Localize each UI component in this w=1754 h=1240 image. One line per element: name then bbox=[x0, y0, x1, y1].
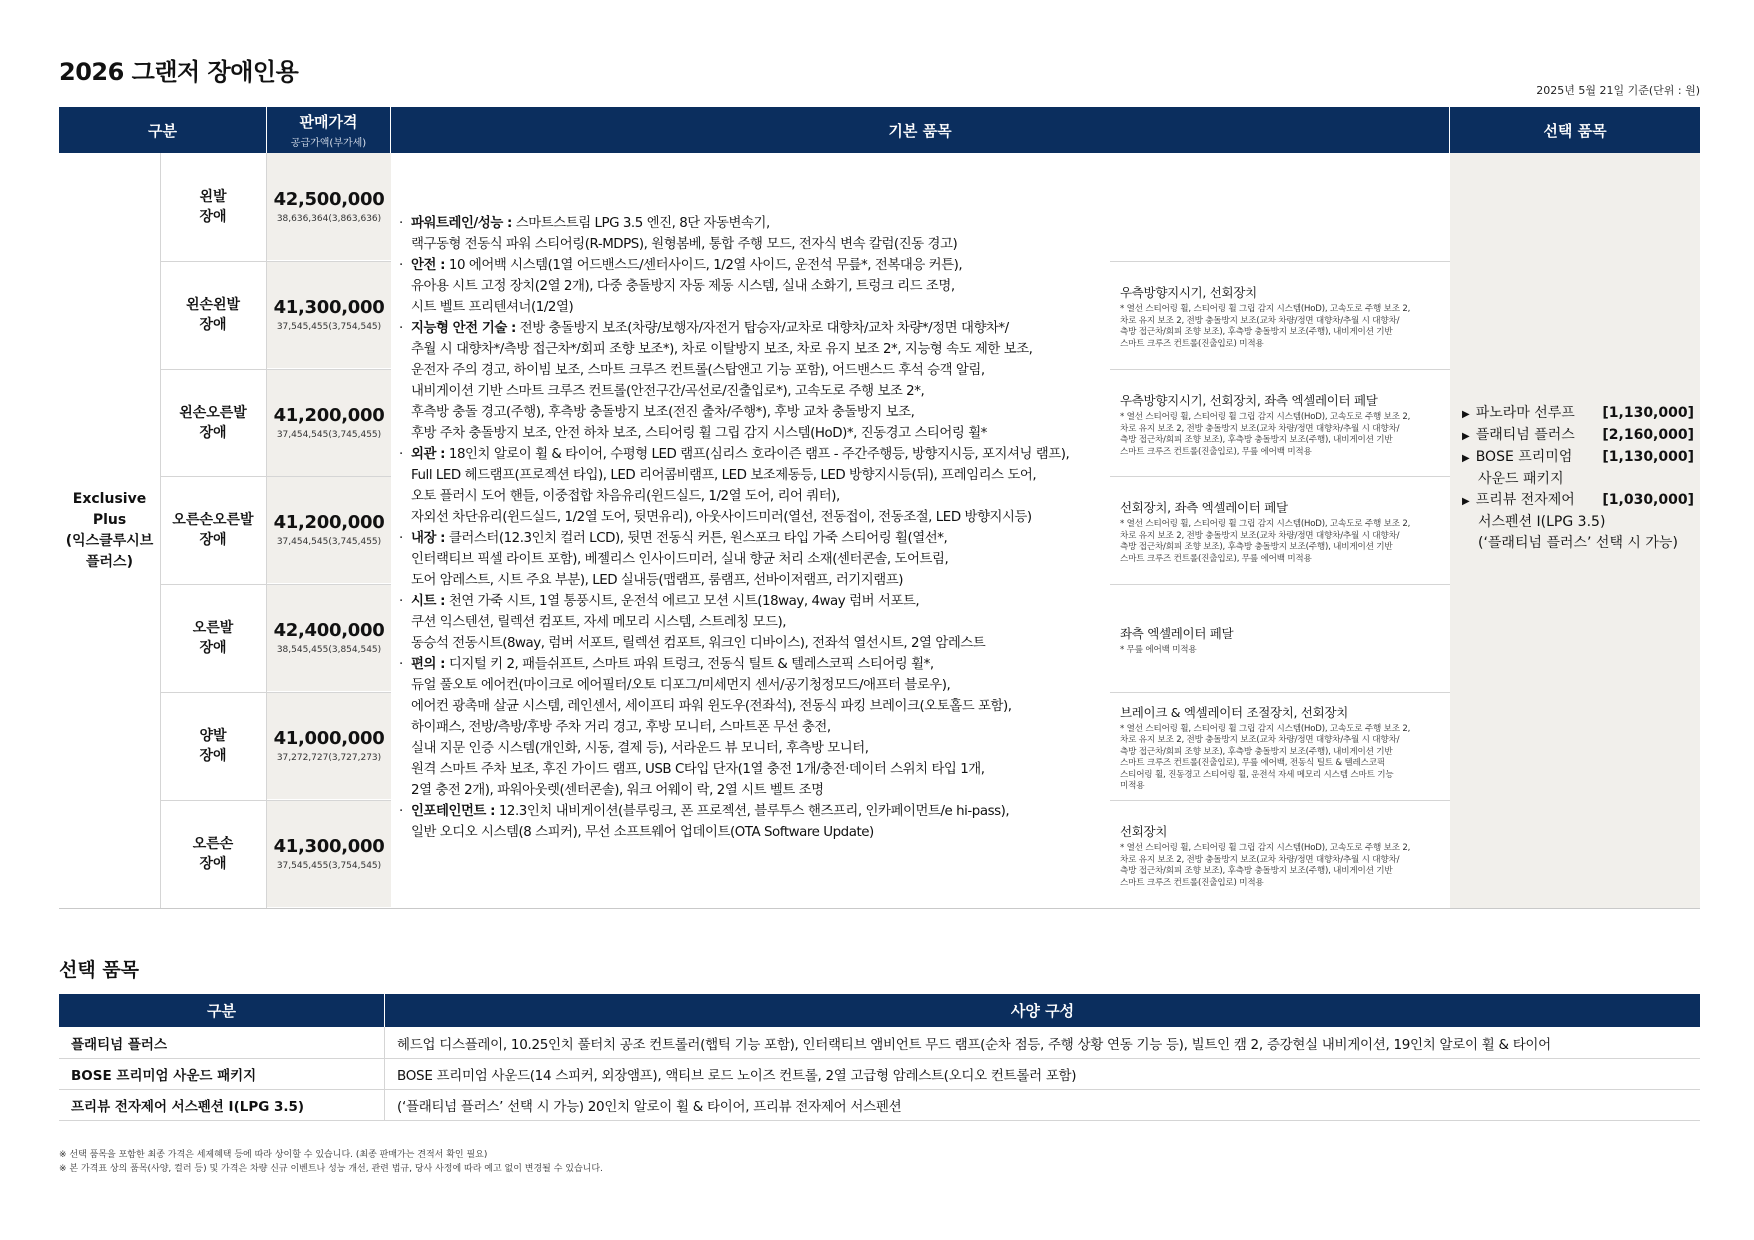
supply-price: 37,454,545(3,745,455) bbox=[276, 430, 382, 440]
triangle-bullet-icon: ▶ bbox=[1462, 431, 1470, 442]
option-name: 플래티넘 플러스 bbox=[71, 1036, 167, 1053]
selection-item-price: [1,030,000] bbox=[1602, 492, 1694, 508]
selection-item-name: 파노라마 선루프 bbox=[1475, 405, 1575, 421]
option-row bbox=[59, 1058, 1700, 1090]
basic-item-text: 원격 스마트 주차 보조, 후진 가이드 램프, USB C타입 단자(1열 충전 1개/충전·데이터 스위치 타입 1개, bbox=[411, 762, 985, 777]
option-note: 측방 접근차/회피 조향 보조), 후측방 충돌방지 보조(주행), 내비게이션 기반 bbox=[1120, 327, 1393, 338]
sale-price: 41,200,000 bbox=[273, 512, 385, 533]
basic-item-text: 18인치 알로이 휠 & 타이어, 수평형 LED 램프(심리스 호라이즌 램프 - 주간주행등, 방향지시등, 포지셔닝 램프), bbox=[445, 447, 1070, 462]
basic-item-text: 에어컨 광촉매 살균 시스템, 레인센서, 세이프티 파워 윈도우(전좌석), 전동식 파킹 브레이크(오토홀드 포함), bbox=[411, 699, 1012, 714]
row-price bbox=[267, 584, 391, 691]
row-type-line: 장애 bbox=[199, 855, 227, 872]
row-type-line: 장애 bbox=[199, 531, 227, 548]
sale-price: 41,200,000 bbox=[273, 405, 385, 426]
option-title: 좌측 엑셀레이터 페달 bbox=[1120, 625, 1234, 641]
row-type-line: 장애 bbox=[199, 316, 227, 333]
supply-price: 37,454,545(3,745,455) bbox=[276, 537, 382, 547]
supply-price: 38,636,364(3,863,636) bbox=[276, 214, 382, 224]
basic-item-text: 랙구동형 전동식 파워 스티어링(R-MDPS), 원형봄베, 통합 주행 모드, 전자식 변속 칼럼(진동 경고) bbox=[411, 237, 958, 252]
row-type-line: 왼손오른발 bbox=[179, 404, 247, 421]
basic-item-line: · 지능형 안전 기술 : 전방 충돌방지 보조(차량/보행자/자전거 탑승자/교차로 대향차/교차 차량*/정면 대향차*/ bbox=[399, 321, 1009, 336]
selection-item-price: [1,130,000] bbox=[1602, 405, 1694, 421]
basic-item-line: · 내장 : 클러스터(12.3인치 컬러 LCD), 뒷면 전동식 커튼, 원스포크 타입 가죽 스티어링 휠(열선*, bbox=[399, 531, 948, 546]
row-type-line: 왼발 bbox=[199, 188, 227, 205]
row-type bbox=[160, 692, 266, 799]
basic-item-text: Full LED 헤드램프(프로젝션 타입), LED 리어콤비램프, LED 보조제동등, LED 방향지시등(뒤), 프레임리스 도어, bbox=[411, 468, 1037, 483]
triangle-bullet-icon: ▶ bbox=[1462, 409, 1470, 420]
option-name: 프리뷰 전자제어 서스펜션 Ⅰ(LPG 3.5) bbox=[71, 1098, 305, 1115]
option-spec: 헤드업 디스플레이, 10.25인치 풀터치 공조 컨트롤러(햅틱 기능 포함), 인터랙티브 앰비언트 무드 램프(순차 점등, 주행 상황 연동 기능 등), 빌트인 캠 2, 증강현실 내비게이션, 19인치 알로이 휠 & 타이어 bbox=[397, 1036, 1551, 1053]
option-note: 측방 접근차/회피 조향 보조), 후측방 충돌방지 보조(주행), 내비게이션 기반 bbox=[1120, 866, 1393, 877]
basic-item-text: 후측방 충돌 경고(주행), 후측방 충돌방지 보조(전진 출차/주행*), 후방 교차 충돌방지 보조, bbox=[411, 405, 915, 420]
basic-item-text: 운전자 주의 경고, 하이빔 보조, 스마트 크루즈 컨트롤(스탑앤고 기능 포함), 어드밴스드 후석 승객 알림, bbox=[411, 363, 985, 378]
basic-item-text: 동승석 전동시트(8way, 럼버 서포트, 릴렉션 컴포트, 워크인 디바이스), 전좌석 열선시트, 2열 암레스트 bbox=[411, 636, 986, 651]
basic-item-category: 편의 : bbox=[411, 657, 446, 672]
option-note: 스마트 크루즈 컨트롤(진출입로) 미적용 bbox=[1120, 877, 1264, 888]
row-type-line: 장애 bbox=[199, 208, 227, 225]
header-price: 판매가격 공급가액(부가세) bbox=[267, 107, 390, 153]
row-type bbox=[160, 153, 266, 260]
option-title: 우측방향지시기, 선회장치 bbox=[1120, 285, 1257, 301]
option-note: 측방 접근차/회피 조향 보조), 후측방 충돌방지 보조(주행), 내비게이션 기반 bbox=[1120, 542, 1393, 553]
basic-item-line: · 안전 : 10 에어백 시스템(1열 어드밴스드/센터사이드, 1/2열 사이드, 운전석 무릎*, 전복대응 커튼), bbox=[399, 258, 963, 273]
row-type bbox=[160, 800, 266, 907]
option-spec: (‘플래티넘 플러스’ 선택 시 가능) 20인치 알로이 휠 & 타이어, 프리뷰 전자제어 서스펜션 bbox=[397, 1098, 902, 1115]
header-option: 선택 품목 bbox=[1450, 107, 1700, 153]
selection-item-price: [1,130,000] bbox=[1602, 449, 1694, 465]
option-note: 스마트 크루즈 컨트롤(진출입로), 무릎 에어백 미적용 bbox=[1120, 446, 1312, 457]
option-note: 스티어링 휠, 진동경고 스티어링 휠, 운전석 자세 메모리 시스템 스마트 기능 bbox=[1120, 769, 1394, 780]
footnote-1: ※ 선택 품목을 포함한 최종 가격은 세제혜택 등에 따라 상이할 수 있습니다. (최종 판매가는 견적서 확인 필요) bbox=[59, 1150, 488, 1160]
basic-item-text: 듀얼 풀오토 에어컨(마이크로 에어필터/오토 디포그/미세먼지 센서/공기청정모드/애프터 블로우), bbox=[411, 678, 951, 693]
supply-price: 37,545,455(3,754,545) bbox=[276, 322, 382, 332]
selection-item-name: 프리뷰 전자제어 bbox=[1475, 492, 1575, 508]
option-note: 차로 유지 보조 2, 전방 충돌방지 보조(교차 차량/정면 대향차/추월 시 대향차/ bbox=[1120, 423, 1400, 434]
option-note: 스마트 크루즈 컨트롤(진출입로) 미적용 bbox=[1120, 338, 1264, 349]
basic-item-category: 안전 : bbox=[411, 258, 446, 273]
sale-price: 42,500,000 bbox=[273, 189, 385, 210]
row-type bbox=[160, 476, 266, 583]
basic-item-text: 유아용 시트 고정 장치(2열 2개), 다중 충돌방지 자동 제동 시스템, 실내 소화기, 트렁크 리드 조명, bbox=[411, 279, 955, 294]
basic-item-category: 지능형 안전 기술 : bbox=[411, 321, 516, 336]
row-type-line: 왼손왼발 bbox=[185, 296, 241, 313]
table-body bbox=[59, 153, 1700, 909]
basic-item-text: 쿠션 익스텐션, 릴렉션 컴포트, 자세 메모리 시스템, 스트레칭 모드), bbox=[411, 615, 787, 630]
option-note: 스마트 크루즈 컨트롤(진출입로), 무릎 에어백, 전동식 틸트 & 텔레스코픽 bbox=[1120, 758, 1385, 769]
row-price bbox=[267, 369, 391, 476]
option-spec: BOSE 프리미엄 사운드(14 스피커, 외장앰프), 액티브 로드 노이즈 컨트롤, 2열 고급형 암레스트(오디오 컨트롤러 포함) bbox=[397, 1067, 1077, 1084]
basic-item-line: · 시트 : 천연 가죽 시트, 1열 통풍시트, 운전석 에르고 모션 시트(18way, 4way 럼버 서포트, bbox=[399, 594, 920, 609]
basic-item-text: 하이패스, 전방/측방/후방 주차 거리 경고, 후방 모니터, 스마트폰 무선 충전, bbox=[411, 720, 831, 735]
row-option bbox=[1120, 822, 1450, 929]
selection-item-name: 플래티넘 플러스 bbox=[1475, 427, 1575, 443]
option-note: 차로 유지 보조 2, 전방 충돌방지 보조(교차 차량/정면 대향차/추월 시 대향차/ bbox=[1120, 854, 1400, 865]
basic-item-text: 스마트스트림 LPG 3.5 엔진, 8단 자동변속기, bbox=[511, 216, 770, 231]
option-note: 차로 유지 보조 2, 전방 충돌방지 보조(교차 차량/정면 대향차/추월 시 대향차/ bbox=[1120, 315, 1400, 326]
basic-item-text: 시트 벨트 프리텐셔너(1/2열) bbox=[411, 300, 574, 315]
basic-item-line: · 편의 : 디지털 키 2, 패들쉬프트, 스마트 파워 트렁크, 전동식 틸트 & 텔레스코픽 스티어링 휠*, bbox=[399, 657, 934, 672]
basic-item-text: 인터랙티브 픽셀 라이트 포함), 베젤리스 인사이드미러, 실내 향균 처리 소재(센터콘솔, 도어트림, bbox=[411, 552, 949, 567]
sale-price: 41,300,000 bbox=[273, 297, 385, 318]
selection-item-detail: (‘플래티넘 플러스’ 선택 시 가능) bbox=[1478, 535, 1678, 551]
basic-item-text: 실내 지문 인증 시스템(개인화, 시동, 결제 등), 서라운드 뷰 모니터, 후측방 모니터, bbox=[411, 741, 869, 756]
option-note: * 열선 스티어링 휠, 스티어링 휠 그립 감지 시스템(HoD), 고속도로 주행 보조 2, bbox=[1120, 723, 1411, 734]
basic-item-text: 디지털 키 2, 패들쉬프트, 스마트 파워 트렁크, 전동식 틸트 & 텔레스코픽 스티어링 휠*, bbox=[445, 657, 934, 672]
option-note: * 열선 스티어링 휠, 스티어링 휠 그립 감지 시스템(HoD), 고속도로 주행 보조 2, bbox=[1120, 412, 1411, 423]
option-note: * 열선 스티어링 휠, 스티어링 휠 그립 감지 시스템(HoD), 고속도로 주행 보조 2, bbox=[1120, 519, 1411, 530]
option-note: * 열선 스티어링 휠, 스티어링 휠 그립 감지 시스템(HoD), 고속도로 주행 보조 2, bbox=[1120, 304, 1411, 315]
option-section-title: 선택 품목 bbox=[59, 959, 140, 981]
supply-price: 38,545,455(3,854,545) bbox=[276, 645, 382, 655]
row-price bbox=[267, 476, 391, 583]
selection-item-price: [2,160,000] bbox=[1602, 427, 1694, 443]
row-type-line: 양발 bbox=[199, 727, 227, 744]
basic-item-category: 내장 : bbox=[411, 531, 446, 546]
row-type-line: 오른손 bbox=[192, 835, 234, 852]
basic-item-text: 오토 플러시 도어 핸들, 이중접합 차음유리(윈드실드, 1/2열 도어, 리어 쿼터), bbox=[411, 489, 840, 504]
basic-item-text: 전방 충돌방지 보조(차량/보행자/자전거 탑승자/교차로 대향차/교차 차량*/정면 대향차*/ bbox=[515, 321, 1009, 336]
grade-name: Exclusive Plus (익스클루시브 플러스) bbox=[59, 153, 161, 908]
supply-price: 37,272,727(3,727,273) bbox=[276, 753, 382, 763]
basic-item-line: · 파워트레인/성능 : 스마트스트림 LPG 3.5 엔진, 8단 자동변속기, bbox=[399, 216, 770, 231]
row-price bbox=[267, 261, 391, 368]
row-price bbox=[267, 692, 391, 799]
row-type-line: 오른발 bbox=[192, 619, 234, 636]
option-name: BOSE 프리미엄 사운드 패키지 bbox=[71, 1067, 257, 1084]
basic-item-line: · 외관 : 18인치 알로이 휠 & 타이어, 수평형 LED 램프(심리스 호라이즌 램프 - 주간주행등, 방향지시등, 포지셔닝 램프), bbox=[399, 447, 1070, 462]
row-type-line: 장애 bbox=[199, 424, 227, 441]
sale-price: 41,000,000 bbox=[273, 728, 385, 749]
option-row bbox=[59, 1027, 1700, 1059]
option-title: 우측방향지시기, 선회장치, 좌측 엑셀레이터 페달 bbox=[1120, 393, 1378, 409]
option-note: 측방 접근차/회피 조향 보조), 후측방 충돌방지 보조(주행), 내비게이션 기반 bbox=[1120, 746, 1393, 757]
option-note: 차로 유지 보조 2, 전방 충돌방지 보조(교차 차량/정면 대향차/추월 시 대향차/ bbox=[1120, 735, 1400, 746]
row-type bbox=[160, 261, 266, 368]
date-note: 2025년 5월 21일 기준(단위 : 원) bbox=[1536, 84, 1700, 97]
row-price bbox=[267, 800, 391, 907]
option-row bbox=[59, 1089, 1700, 1121]
option-title: 선회장치 bbox=[1120, 824, 1168, 840]
basic-item-text: 후방 주차 충돌방지 보조, 안전 하차 보조, 스티어링 휠 그립 감지 시스템(HoD)*, 진동경고 스티어링 휠* bbox=[411, 426, 987, 441]
option-title: 선회장치, 좌측 엑셀레이터 페달 bbox=[1120, 500, 1288, 516]
triangle-bullet-icon: ▶ bbox=[1462, 496, 1470, 507]
option-title: 브레이크 & 엑셀레이터 조절장치, 선회장치 bbox=[1120, 704, 1348, 720]
option-header-spec: 사양 구성 bbox=[385, 994, 1700, 1027]
basic-item-text: 추월 시 대향차*/측방 접근차*/회피 조향 보조*), 차로 이탈방지 보조, 차로 유지 보조 2*, 지능형 속도 제한 보조, bbox=[411, 342, 1033, 357]
basic-item-text: 일반 오디오 시스템(8 스피커), 무선 소프트웨어 업데이트(OTA Software Update) bbox=[411, 825, 874, 840]
basic-item-line: · 인포테인먼트 : 12.3인치 내비게이션(블루링크, 폰 프로젝션, 블루투스 핸즈프리, 인카페이먼트/e hi-pass), bbox=[399, 804, 1010, 819]
basic-item-text: 내비게이션 기반 스마트 크루즈 컨트롤(안전구간/곡선로/진출입로*), 고속도로 주행 보조 2*, bbox=[411, 384, 925, 399]
option-note: 측방 접근차/회피 조향 보조), 후측방 충돌방지 보조(주행), 내비게이션 기반 bbox=[1120, 435, 1393, 446]
option-note: 차로 유지 보조 2, 전방 충돌방지 보조(교차 차량/정면 대향차/추월 시 대향차/ bbox=[1120, 530, 1400, 541]
row-type bbox=[160, 584, 266, 691]
option-header-category: 구분 bbox=[59, 994, 384, 1027]
option-note: 미적용 bbox=[1120, 781, 1145, 792]
selection-item-detail: 사운드 패키지 bbox=[1478, 471, 1564, 487]
selection-item-detail: 서스펜션 Ⅰ(LPG 3.5) bbox=[1478, 514, 1606, 530]
header-category: 구분 bbox=[59, 107, 266, 153]
supply-price: 37,545,455(3,754,545) bbox=[276, 861, 382, 871]
basic-item-text: 2열 충전 2개), 파워아웃렛(센터콘솔), 워크 어웨이 락, 2열 시트 벨트 조명 bbox=[411, 783, 824, 798]
sale-price: 41,300,000 bbox=[273, 836, 385, 857]
option-note: 스마트 크루즈 컨트롤(진출입로), 무릎 에어백 미적용 bbox=[1120, 553, 1312, 564]
page-title: 2026 그랜저 장애인용 bbox=[59, 58, 299, 86]
header-basic: 기본 품목 bbox=[391, 107, 1449, 153]
selection-item-name: BOSE 프리미엄 bbox=[1475, 449, 1573, 465]
sale-price: 42,400,000 bbox=[273, 620, 385, 641]
basic-item-category: 시트 : bbox=[411, 594, 446, 609]
basic-item-category: 외관 : bbox=[411, 447, 446, 462]
basic-item-text: 클러스터(12.3인치 컬러 LCD), 뒷면 전동식 커튼, 원스포크 타입 가죽 스티어링 휠(열선*, bbox=[445, 531, 948, 546]
basic-item-category: 파워트레인/성능 : bbox=[411, 216, 512, 231]
basic-item-category: 인포테인먼트 : bbox=[411, 804, 496, 819]
option-note: * 무릎 에어백 미적용 bbox=[1120, 644, 1197, 655]
row-type-line: 장애 bbox=[199, 639, 227, 656]
price-table bbox=[59, 107, 1700, 908]
option-note: * 열선 스티어링 휠, 스티어링 휠 그립 감지 시스템(HoD), 고속도로 주행 보조 2, bbox=[1120, 843, 1411, 854]
footnote-2: ※ 본 가격표 상의 품목(사양, 컬러 등) 및 가격은 차량 신규 이벤트나 성능 개선, 관련 법규, 당사 사정에 따라 예고 없이 변경될 수 있습니다. bbox=[59, 1164, 603, 1174]
row-option bbox=[1120, 703, 1450, 810]
row-price bbox=[267, 153, 391, 260]
basic-item-text: 자외선 차단유리(윈드실드, 1/2열 도어, 뒷면유리), 아웃사이드미러(열선, 전동접이, 전동조절, LED 방향지시등) bbox=[411, 510, 1032, 525]
row-type bbox=[160, 369, 266, 476]
basic-item-text: 12.3인치 내비게이션(블루링크, 폰 프로젝션, 블루투스 핸즈프리, 인카페이먼트/e hi-pass), bbox=[495, 804, 1010, 819]
triangle-bullet-icon: ▶ bbox=[1462, 453, 1470, 464]
basic-item-text: 10 에어백 시스템(1열 어드밴스드/센터사이드, 1/2열 사이드, 운전석 무릎*, 전복대응 커튼), bbox=[445, 258, 963, 273]
basic-item-text: 도어 암레스트, 시트 주요 부분), LED 실내등(맵램프, 룸램프, 선바이저램프, 러기지램프) bbox=[411, 573, 904, 588]
row-type-line: 오른손오른발 bbox=[172, 511, 254, 528]
row-type-line: 장애 bbox=[199, 747, 227, 764]
basic-item-text: 천연 가죽 시트, 1열 통풍시트, 운전석 에르고 모션 시트(18way, 4way 럼버 서포트, bbox=[445, 594, 920, 609]
